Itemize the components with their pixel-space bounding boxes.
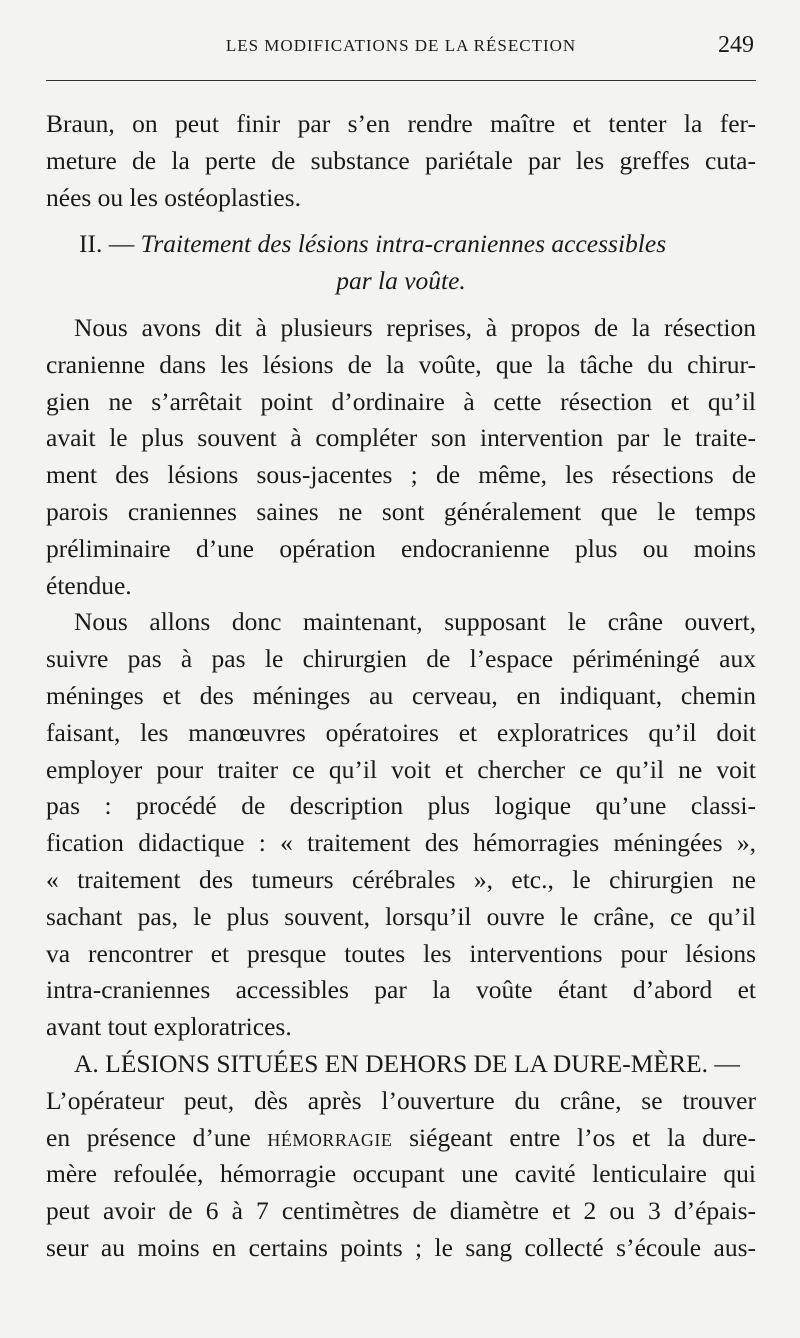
text-line: va rencontrer et presque toutes les interventions pour lésions <box>46 938 756 968</box>
text-fragment: en présence d’une <box>46 1122 251 1152</box>
text-line: avait le plus souvent à compléter son intervention par le traite- <box>46 423 756 453</box>
text-line: seur au moins en certains points ; le sang collecté s’écoule aus- <box>46 1232 756 1262</box>
text-line: L’opérateur peut, dès après l’ouverture du crâne, se trouver <box>46 1085 756 1115</box>
text-line: pas : procédé de description plus logique qu’une classi- <box>46 791 756 821</box>
text-line: « traitement des tumeurs cérébrales », etc., le chirurgien ne <box>46 864 756 894</box>
running-title: LES MODIFICATIONS DE LA RÉSECTION <box>225 36 577 55</box>
text-line <box>46 1120 756 1157</box>
text-line: fication didactique : « traitement des hémorragies méningées », <box>46 828 756 858</box>
section-heading <box>46 226 756 300</box>
text-line: ment des lésions sous-jacentes ; de même, les résections de <box>46 460 756 490</box>
section-heading-line-1 <box>46 226 756 263</box>
body-text <box>46 106 756 1267</box>
text-line: sachant pas, le plus souvent, lorsqu’il ouvre le crâne, ce qu’il <box>46 901 756 931</box>
text-line: peut avoir de 6 à 7 centimètres de diamètre et 2 ou 3 d’épais- <box>46 1196 756 1226</box>
text-line: suivre pas à pas le chirurgien de l’espace périméningé aux <box>46 644 756 674</box>
text-line: Nous avons dit à plusieurs reprises, à propos de la résection <box>74 312 756 342</box>
text-line: préliminaire d’une opération endocranienne plus ou moins <box>46 533 756 563</box>
subsection-heading: A. LÉSIONS SITUÉES EN DEHORS DE LA DURE-MÈRE. — <box>74 1048 740 1078</box>
text-line: parois craniennes saines ne sont généralement que le temps <box>46 496 756 526</box>
header-rule <box>46 80 756 81</box>
small-caps-term: hémorragie <box>267 1122 393 1152</box>
paragraph-3 <box>46 604 756 1046</box>
section-numeral: II. — <box>79 229 135 259</box>
paragraph-4 <box>46 1046 756 1267</box>
page-number: 249 <box>718 32 754 58</box>
text-line: étendue. <box>46 570 132 600</box>
text-line: cranienne dans les lésions de la voûte, que la tâche du chirur- <box>46 349 756 379</box>
section-title-part-2: par la voûte. <box>336 266 466 296</box>
text-line: nées ou les ostéoplasties. <box>46 182 301 212</box>
text-line: méninges et des méninges au cerveau, en indiquant, chemin <box>46 680 756 710</box>
text-line: Nous allons donc maintenant, supposant le crâne ouvert, <box>74 607 756 637</box>
text-line: employer pour traiter ce qu’il voit et chercher ce qu’il ne voit <box>46 754 756 784</box>
paragraph-1 <box>46 106 756 216</box>
text-fragment: siégeant entre l’os et la dure- <box>409 1122 756 1152</box>
text-line: meture de la perte de substance pariétale par les greffes cuta- <box>46 145 756 175</box>
paragraph-2 <box>46 310 756 604</box>
text-line: Braun, on peut finir par s’en rendre maître et tenter la fer- <box>46 109 756 138</box>
text-line: gien ne s’arrêtait point d’ordinaire à cette résection et qu’il <box>46 386 756 416</box>
text-line: avant tout exploratrices. <box>46 1012 292 1042</box>
page-header <box>46 28 756 68</box>
text-line: intra-craniennes accessibles par la voûte étant d’abord et <box>46 975 756 1005</box>
text-line: faisant, les manœuvres opératoires et exploratrices qu’il doit <box>46 717 756 747</box>
text-line: mère refoulée, hémorragie occupant une cavité lenticulaire qui <box>46 1159 756 1189</box>
section-title-part-1: Traitement des lésions intra-craniennes accessibles <box>140 229 667 259</box>
